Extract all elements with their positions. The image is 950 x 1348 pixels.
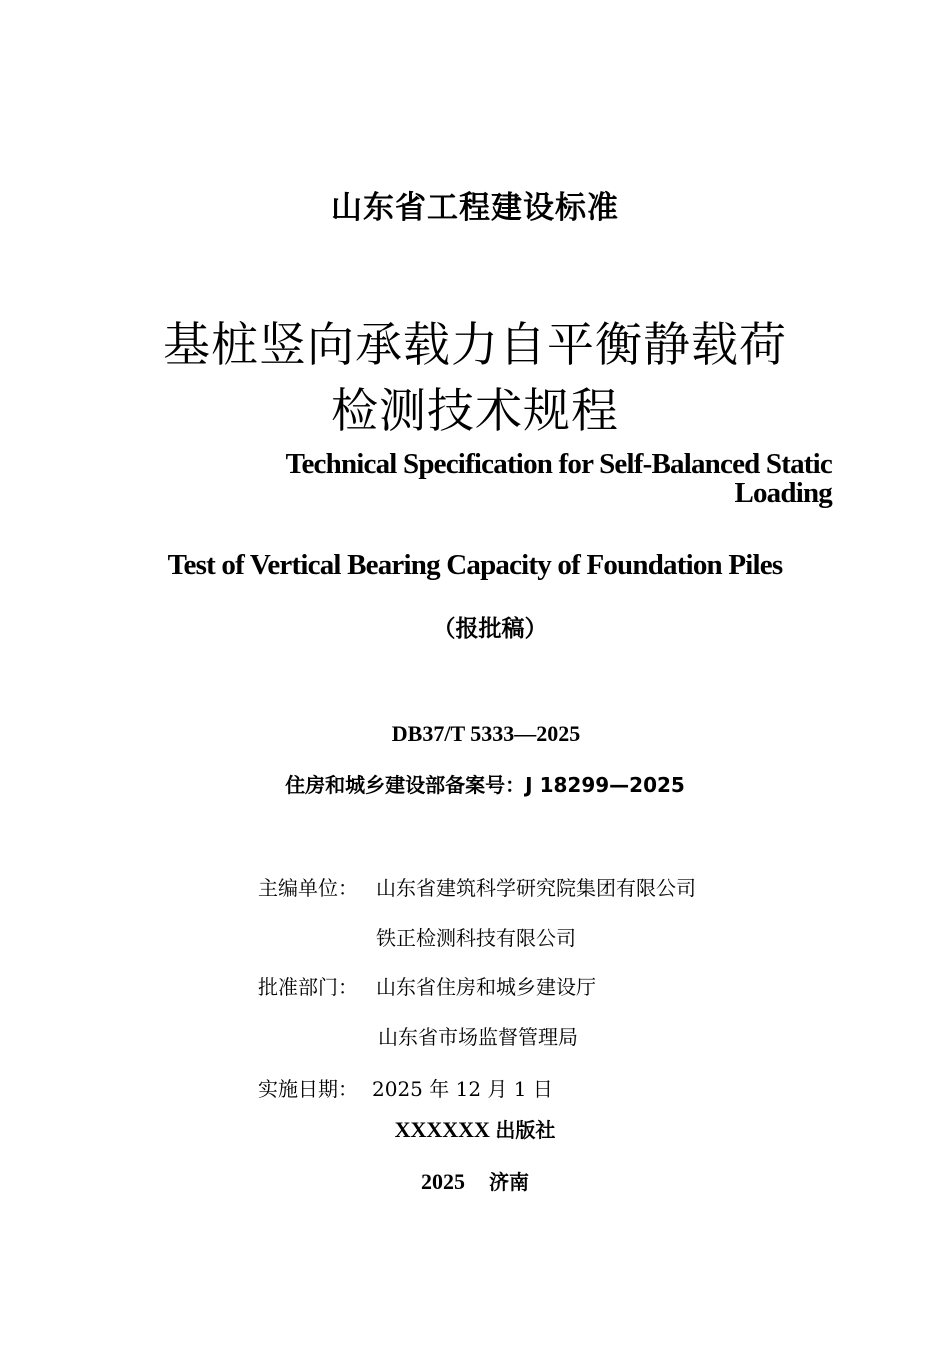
publisher-name: XXXXXX [394, 1117, 490, 1142]
effective-date: 2025 年 12 月 1 日 [372, 1077, 553, 1101]
editor-org-2: 铁正检测科技有限公司 [376, 926, 576, 950]
publisher-suffix: 出版社 [495, 1118, 556, 1142]
publication-year: 2025 [421, 1169, 465, 1194]
editor-org-1: 山东省建筑科学研究院集团有限公司 [376, 876, 696, 900]
effective-date-label: 实施日期： [258, 1077, 358, 1101]
standard-series: 山东省工程建设标准 [331, 190, 619, 226]
standard-number: DB37/T 5333—2025 [391, 721, 581, 746]
title-cn-line1: 基桩竖向承载力自平衡静载荷 [163, 318, 787, 373]
approver-org-2: 山东省市场监督管理局 [378, 1025, 578, 1049]
record-number: 住房和城乡建设部备案号：J 18299—2025 [285, 773, 685, 797]
approvers-label: 批准部门： [258, 975, 358, 999]
publisher [0, 1114, 950, 1143]
draft-status: （报批稿） [432, 616, 548, 642]
title-en-block [286, 450, 832, 508]
title-en-line2: Loading [734, 477, 832, 509]
title-en-line1: Technical Specification for Self-Balanced Static [285, 448, 832, 480]
editors-label: 主编单位： [258, 876, 358, 900]
publication-place [0, 1166, 950, 1195]
approver-org-1: 山东省住房和城乡建设厅 [376, 975, 596, 999]
title-cn-line2: 检测技术规程 [331, 384, 619, 439]
title-en-line3: Test of Vertical Bearing Capacity of Foundation Piles [167, 549, 783, 581]
publication-city: 济南 [489, 1170, 529, 1194]
